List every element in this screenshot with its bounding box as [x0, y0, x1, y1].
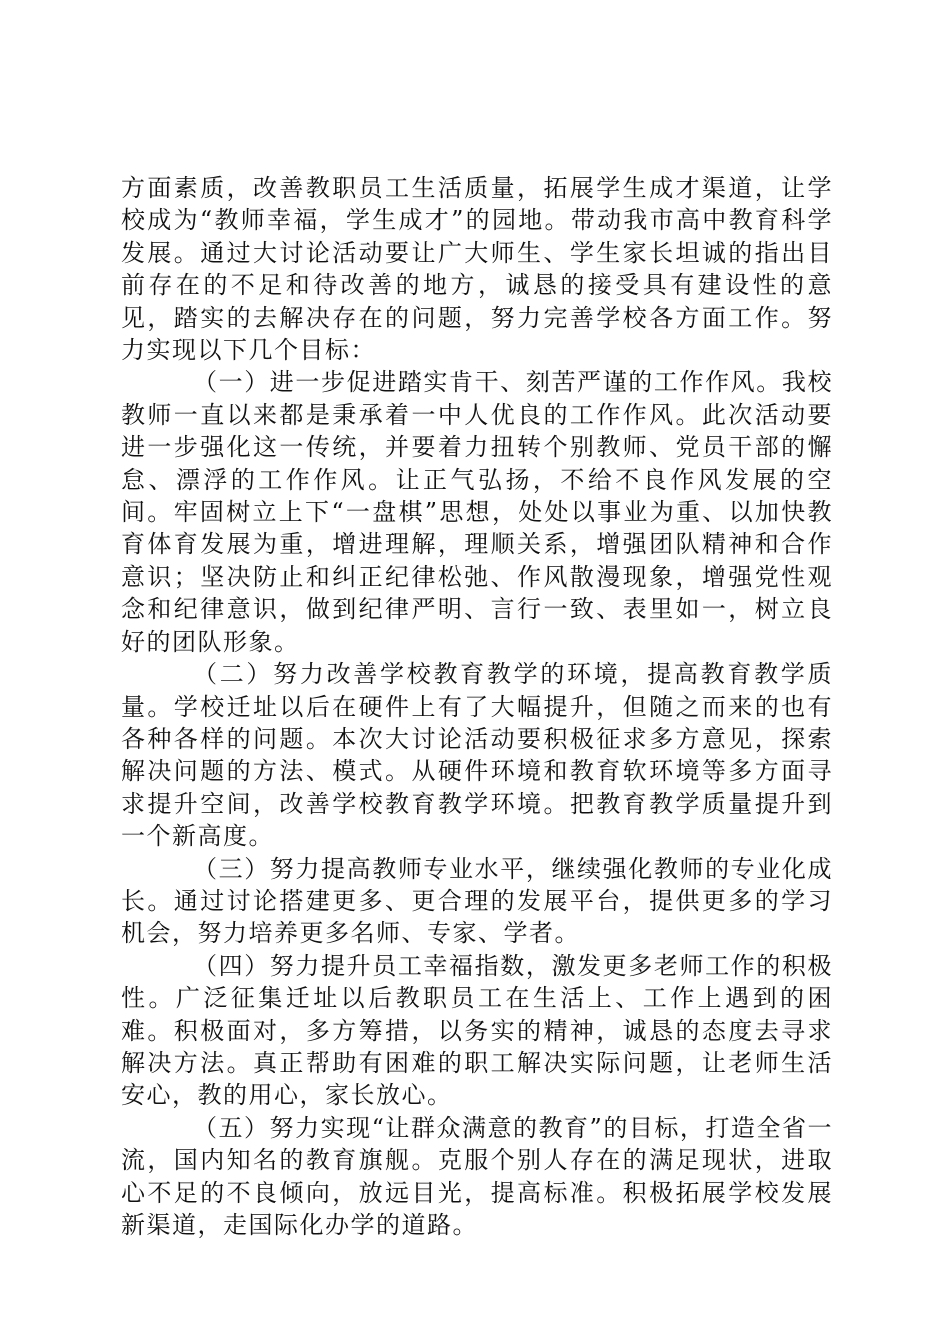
- paragraph-goal-5: （五）努力实现“让群众满意的教育”的目标，打造全省一流，国内知名的教育旗舰。克服个别人存在的满足现状，进取心不足的不良倾向，放远目光，提高标准。积极拓展学校发展新渠道，走国际化办学的道路。: [121, 1113, 833, 1239]
- paragraph-goal-4: （四）努力提升员工幸福指数，激发更多老师工作的积极性。广泛征集迁址以后教职员工在生活上、工作上遇到的困难。积极面对，多方筹措，以务实的精神，诚恳的态度去寻求解决方法。真正帮助有困难的职工解决实际问题，让老师生活安心，教的用心，家长放心。: [121, 951, 833, 1110]
- paragraph-goal-1: （一）进一步促进踏实肯干、刻苦严谨的工作作风。我校教师一直以来都是秉承着一中人优良的工作作风。此次活动要进一步强化这一传统，并要着力扭转个别教师、党员干部的懈怠、漂浮的工作作风。让正气弘扬，不给不良作风发展的空间。牢固树立上下“一盘棋”思想，处处以事业为重、以加快教育体育发展为重，增进理解，理顺关系，增强团队精神和合作意识；坚决防止和纠正纪律松弛、作风散漫现象，增强党性观念和纪律意识，做到纪律严明、言行一致、表里如一，树立良好的团队形象。: [121, 368, 833, 656]
- document-body: [121, 172, 833, 1241]
- paragraph-goal-2: （二）努力改善学校教育教学的环境，提高教育教学质量。学校迁址以后在硬件上有了大幅提升，但随之而来的也有各种各样的问题。本次大讨论活动要积极征求多方意见，探索解决问题的方法、模式。从硬件环境和教育软环境等多方面寻求提升空间，改善学校教育教学环境。把教育教学质量提升到一个新高度。: [121, 660, 833, 851]
- paragraph-intro: 方面素质，改善教职员工生活质量，拓展学生成才渠道，让学校成为“教师幸福，学生成才”的园地。带动我市高中教育科学发展。通过大讨论活动要让广大师生、学生家长坦诚的指出目前存在的不足和待改善的地方，诚恳的接受具有建设性的意见，踏实的去解决存在的问题，努力完善学校各方面工作。努力实现以下几个目标：: [121, 174, 833, 365]
- paragraph-goal-3: （三）努力提高教师专业水平，继续强化教师的专业化成长。通过讨论搭建更多、更合理的发展平台，提供更多的学习机会，努力培养更多名师、专家、学者。: [121, 854, 833, 948]
